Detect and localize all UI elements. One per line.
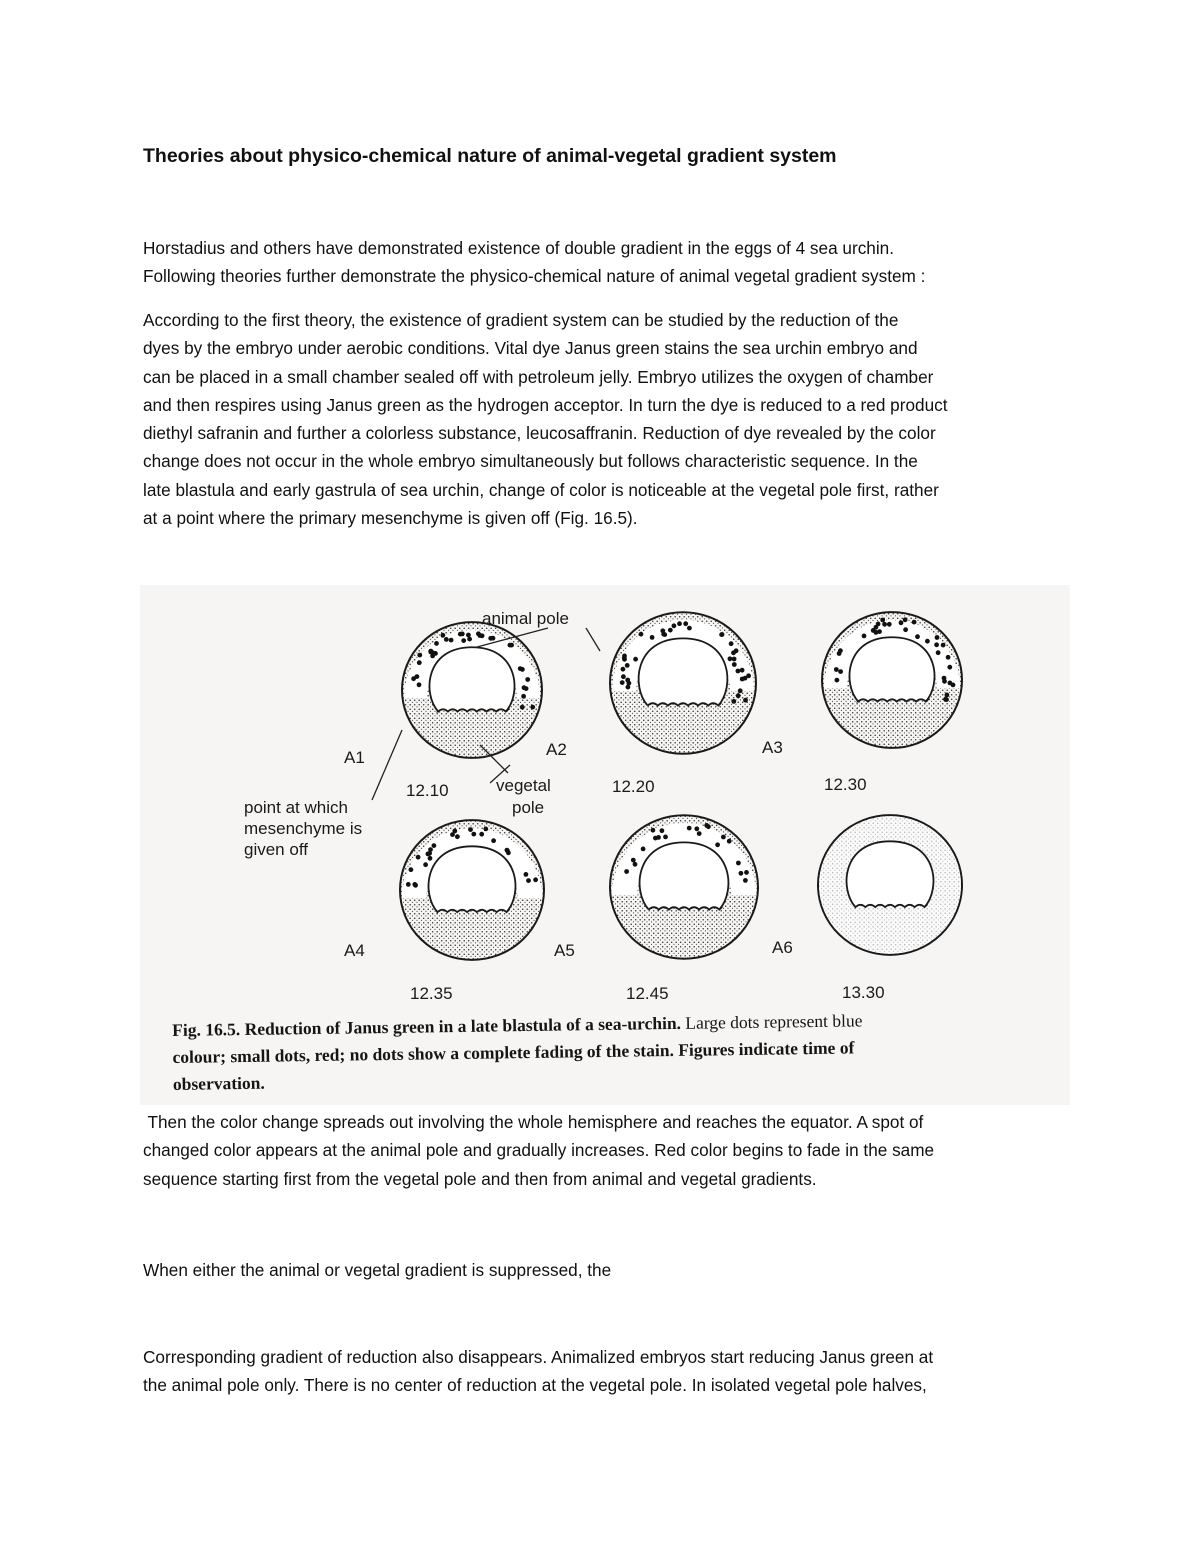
- paragraph-corresponding-gradient: [143, 1343, 1063, 1400]
- embryo-a2: [610, 612, 756, 754]
- panel-label-a2: A2: [546, 740, 567, 759]
- pointer-line-animal-pole-2: [586, 628, 600, 651]
- text-line: sequence starting first from the vegetal pole and then from animal and vegetal gradients.: [143, 1168, 817, 1189]
- label-point-line-1: point at which: [244, 798, 348, 817]
- embryo-a5: [610, 815, 758, 959]
- caption-title: Reduction of Janus green in a late blastula of a sea-urchin.: [244, 1012, 682, 1039]
- text-line: and then respires using Janus green as the hydrogen acceptor. In turn the dye is reduced to a red product: [143, 394, 948, 415]
- time-label-a4: 12.35: [410, 984, 453, 1003]
- text-line: can be placed in a small chamber sealed off with petroleum jelly. Embryo utilizes the oxygen of chamber: [143, 366, 934, 387]
- embryo-a3: [822, 612, 962, 748]
- text-line: Horstadius and others have demonstrated existence of double gradient in the eggs of 4 sea urchin.: [143, 238, 894, 258]
- time-label-a2: 12.20: [612, 777, 655, 796]
- panel-label-a4: A4: [344, 941, 365, 960]
- text-line: at a point where the primary mesenchyme is given off (Fig. 16.5).: [143, 508, 638, 529]
- text-line: dyes by the embryo under aerobic conditions. Vital dye Janus green stains the sea urchin embryo and: [143, 338, 918, 359]
- label-pole: pole: [512, 798, 545, 817]
- text-line: According to the first theory, the existence of gradient system can be studied by the reduction of the: [143, 310, 899, 330]
- caption-line-2-text: colour; small dots, red; no dots show a complete fading of the stain. Figures indicate time of: [172, 1037, 855, 1067]
- embryo-diagram: [140, 585, 1070, 1015]
- figure-caption: [172, 1005, 1043, 1098]
- label-vegetal: vegetal: [496, 776, 551, 795]
- label-animal-pole: animal pole: [482, 609, 569, 628]
- text-line: When either the animal or vegetal gradient is suppressed, the: [143, 1260, 612, 1280]
- text-line: Following theories further demonstrate the physico-chemical nature of animal vegetal gradient system :: [143, 266, 926, 287]
- label-point-line-3: given off: [244, 840, 308, 859]
- paragraph-first-theory: [143, 306, 1063, 532]
- panel-label-a5: A5: [554, 941, 575, 960]
- pointer-line-mesenchyme: [372, 730, 402, 800]
- panel-label-a1: A1: [344, 748, 365, 767]
- time-label-a5: 12.45: [626, 984, 669, 1003]
- page-title: Theories about physico-chemical nature of animal-vegetal gradient system: [143, 145, 837, 167]
- text-line: Corresponding gradient of reduction also disappears. Animalized embryos start reducing Janus green at: [143, 1347, 934, 1367]
- text-line: the animal pole only. There is no center of reduction at the vegetal pole. In isolated vegetal pole halves,: [143, 1375, 927, 1396]
- time-label-a3: 12.30: [824, 775, 867, 794]
- text-line: change does not occur in the whole embryo simultaneously but follows characteristic sequence. In the: [143, 451, 918, 472]
- text-line: diethyl safranin and further a colorless substance, leucosaffranin. Reduction of dye revealed by the color: [143, 423, 936, 444]
- text-line: Then the color change spreads out involving the whole hemisphere and reaches the equator. A spot of: [143, 1112, 924, 1132]
- figure-16-5: [140, 585, 1070, 1105]
- embryo-a1: [402, 622, 542, 758]
- time-label-a6: 13.30: [842, 983, 885, 1002]
- paragraph-color-spread: [143, 1108, 1063, 1193]
- caption-fig-number: Fig. 16.5.: [172, 1019, 241, 1040]
- paragraph-suppression: [143, 1256, 1063, 1284]
- caption-line-3-text: observation.: [172, 1072, 265, 1094]
- text-line: late blastula and early gastrula of sea urchin, change of color is noticeable at the vegetal pole first, rather: [143, 479, 939, 500]
- embryo-a4: [400, 820, 544, 960]
- label-point-line-2: mesenchyme is: [244, 819, 363, 838]
- panel-label-a3: A3: [762, 738, 783, 757]
- embryo-a6: [818, 815, 962, 955]
- paragraph-intro: [143, 234, 1063, 291]
- panel-label-a6: A6: [772, 938, 793, 957]
- time-label-a1: 12.10: [406, 781, 449, 800]
- text-line: changed color appears at the animal pole and gradually increases. Red color begins to fade in the same: [143, 1140, 935, 1161]
- caption-line-1-rest: Large dots represent blue: [685, 1010, 863, 1033]
